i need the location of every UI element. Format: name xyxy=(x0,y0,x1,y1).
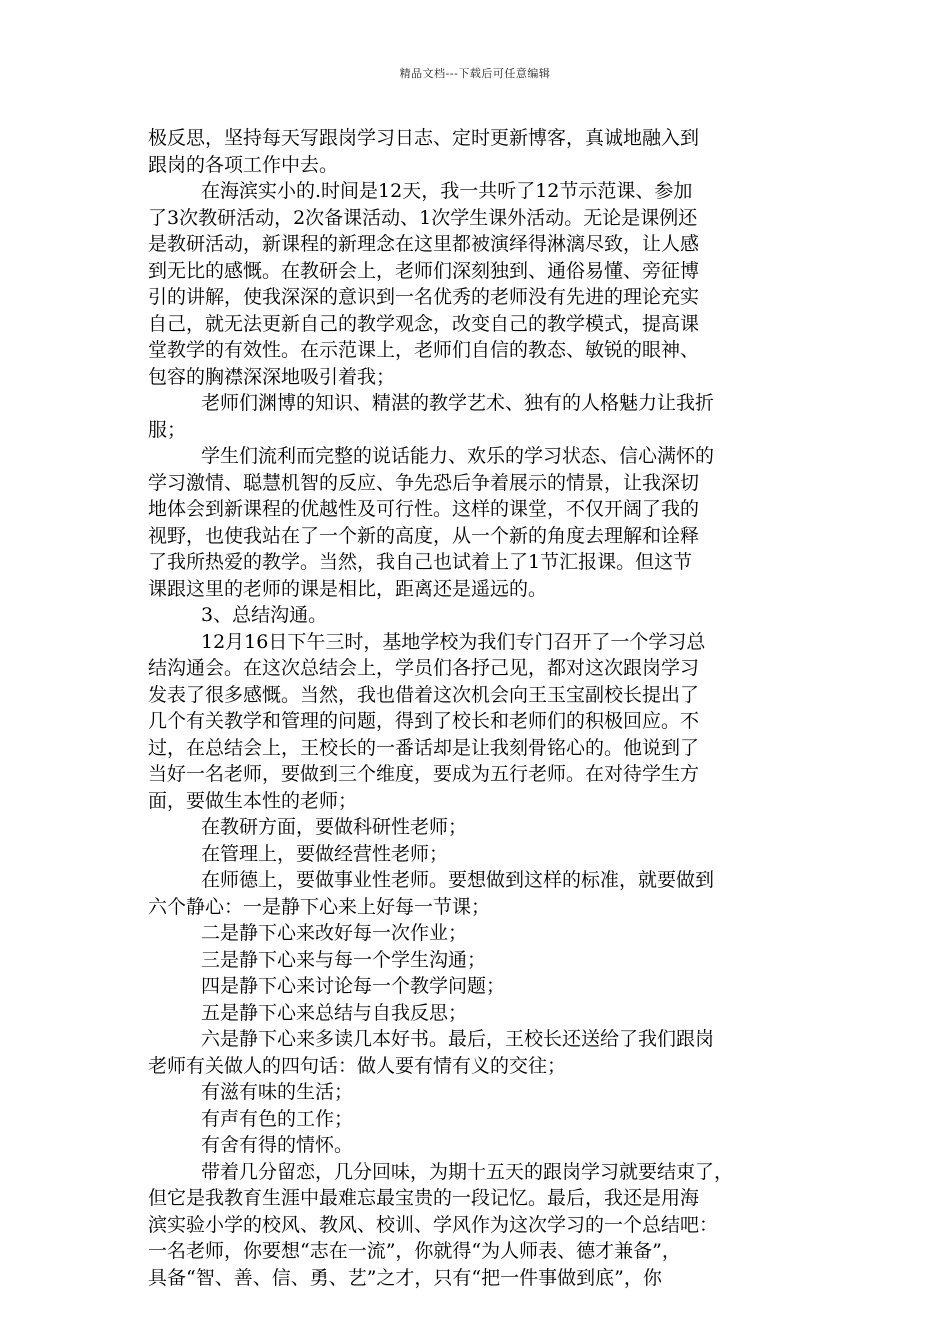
text-line: 一名老师，你要想“志在一流”，你就得“为人师表、德才兼备”， xyxy=(148,1240,681,1262)
text-line: 在教研方面，要做科研性老师； xyxy=(201,816,468,838)
text-line: 二是静下心来改好每一次作业； xyxy=(201,922,468,944)
text-line: 五是静下心来总结与自我反思； xyxy=(201,1001,468,1024)
document-body xyxy=(148,125,818,1291)
text-line: 堂教学的有效性。在示范课上，老师们自信的教态、敏锐的眼神、 xyxy=(148,339,700,361)
text-line: 结沟通会。在这次总结会上，学员们各抒己见，都对这次跟岗学习 xyxy=(148,657,700,679)
text-line: 在管理上，要做经营性老师； xyxy=(201,842,449,865)
text-line: 带着几分留恋，几分回味，为期十五天的跟岗学习就要结束了， xyxy=(201,1160,734,1183)
text-line: 四是静下心来讨论每一个教学问题； xyxy=(201,975,506,997)
text-line: 服； xyxy=(148,418,187,441)
text-line: 六个静心：一是静下心来上好每一节课； xyxy=(148,895,491,918)
text-line: 有舍有得的情怀。 xyxy=(201,1134,354,1156)
text-line: 自己，就无法更新自己的教学观念，改变自己的教学模式，提高课 xyxy=(148,312,700,335)
text-line: 在师德上，要做事业性老师。要想做到这样的标准，就要做到 xyxy=(201,869,715,891)
text-line: 但它是我教育生涯中最难忘最宝贵的一段记忆。最后，我还是用海 xyxy=(148,1187,700,1209)
text-line: 极反思，坚持每天写跟岗学习日志、定时更新博客，真诚地融入到 xyxy=(148,127,700,149)
text-line: 当好一名老师，要做到三个维度，要成为五行老师。在对待学生方 xyxy=(148,763,700,785)
text-line: 学习激情、聪慧机智的反应、争先恐后争着展示的情景，让我深切 xyxy=(148,471,700,494)
text-line: 老师们渊博的知识、精湛的教学艺术、独有的人格魅力让我折 xyxy=(201,392,715,414)
text-line: 学生们流利而完整的说话能力、欢乐的学习状态、信心满怀的 xyxy=(201,445,715,467)
text-line: 几个有关教学和管理的问题，得到了校长和老师们的积极回应。不 xyxy=(148,710,700,732)
page-header: 精品文档---下载后可任意编辑 xyxy=(399,67,551,80)
text-line: 视野，也使我站在了一个新的高度，从一个新的角度去理解和诠释 xyxy=(148,524,700,547)
text-line: 包容的胸襟深深地吸引着我； xyxy=(148,365,396,388)
text-line: 在海滨实小的.时间是12天，我一共听了12节示范课、参加 xyxy=(201,180,693,202)
text-line: 3、总结沟通。 xyxy=(201,604,328,626)
text-line: 了我所热爱的教学。当然，我自己也试着上了1节汇报课。但这节 xyxy=(148,551,693,573)
text-line: 六是静下心来多读几本好书。最后，王校长还送给了我们跟岗 xyxy=(201,1028,715,1050)
text-line: 地体会到新课程的优越性及可行性。这样的课堂，不仅开阔了我的 xyxy=(148,498,700,520)
text-line: 12月16日下午三时，基地学校为我们专门召开了一个学习总 xyxy=(201,630,706,653)
text-line: 到无比的感慨。在教研会上，老师们深刻独到、通俗易懂、旁征博 xyxy=(148,259,700,282)
text-line: 面，要做生本性的老师； xyxy=(148,789,358,812)
text-line: 过，在总结会上，王校长的一番话却是让我刻骨铭心的。他说到了 xyxy=(148,736,700,759)
text-line: 滨实验小学的校风、教风、校训、学风作为这次学习的一个总结吧： xyxy=(148,1213,719,1236)
text-line: 课跟这里的老师的课是相比，距离还是遥远的。 xyxy=(148,577,548,600)
text-line: 有滋有味的生活； xyxy=(201,1081,354,1103)
text-line: 了3次教研活动，2次备课活动、1次学生课外活动。无论是课例还 xyxy=(148,206,698,229)
text-line: 跟岗的各项工作中去。 xyxy=(148,153,339,176)
text-line: 老师有关做人的四句话：做人要有情有义的交往； xyxy=(148,1054,567,1077)
text-line: 发表了很多感慨。当然，我也借着这次机会向王玉宝副校长提出了 xyxy=(148,683,700,706)
text-line: 有声有色的工作； xyxy=(201,1107,354,1130)
text-line: 是教研活动，新课程的新理念在这里都被演绎得淋漓尽致，让人感 xyxy=(148,233,700,255)
text-line: 引的讲解，使我深深的意识到一名优秀的老师没有先进的理论充实 xyxy=(148,286,700,308)
text-line: 具备“智、善、信、勇、艺”之才，只有“把一件事做到底”，你 xyxy=(148,1266,662,1289)
text-line: 三是静下心来与每一个学生沟通； xyxy=(201,948,487,971)
